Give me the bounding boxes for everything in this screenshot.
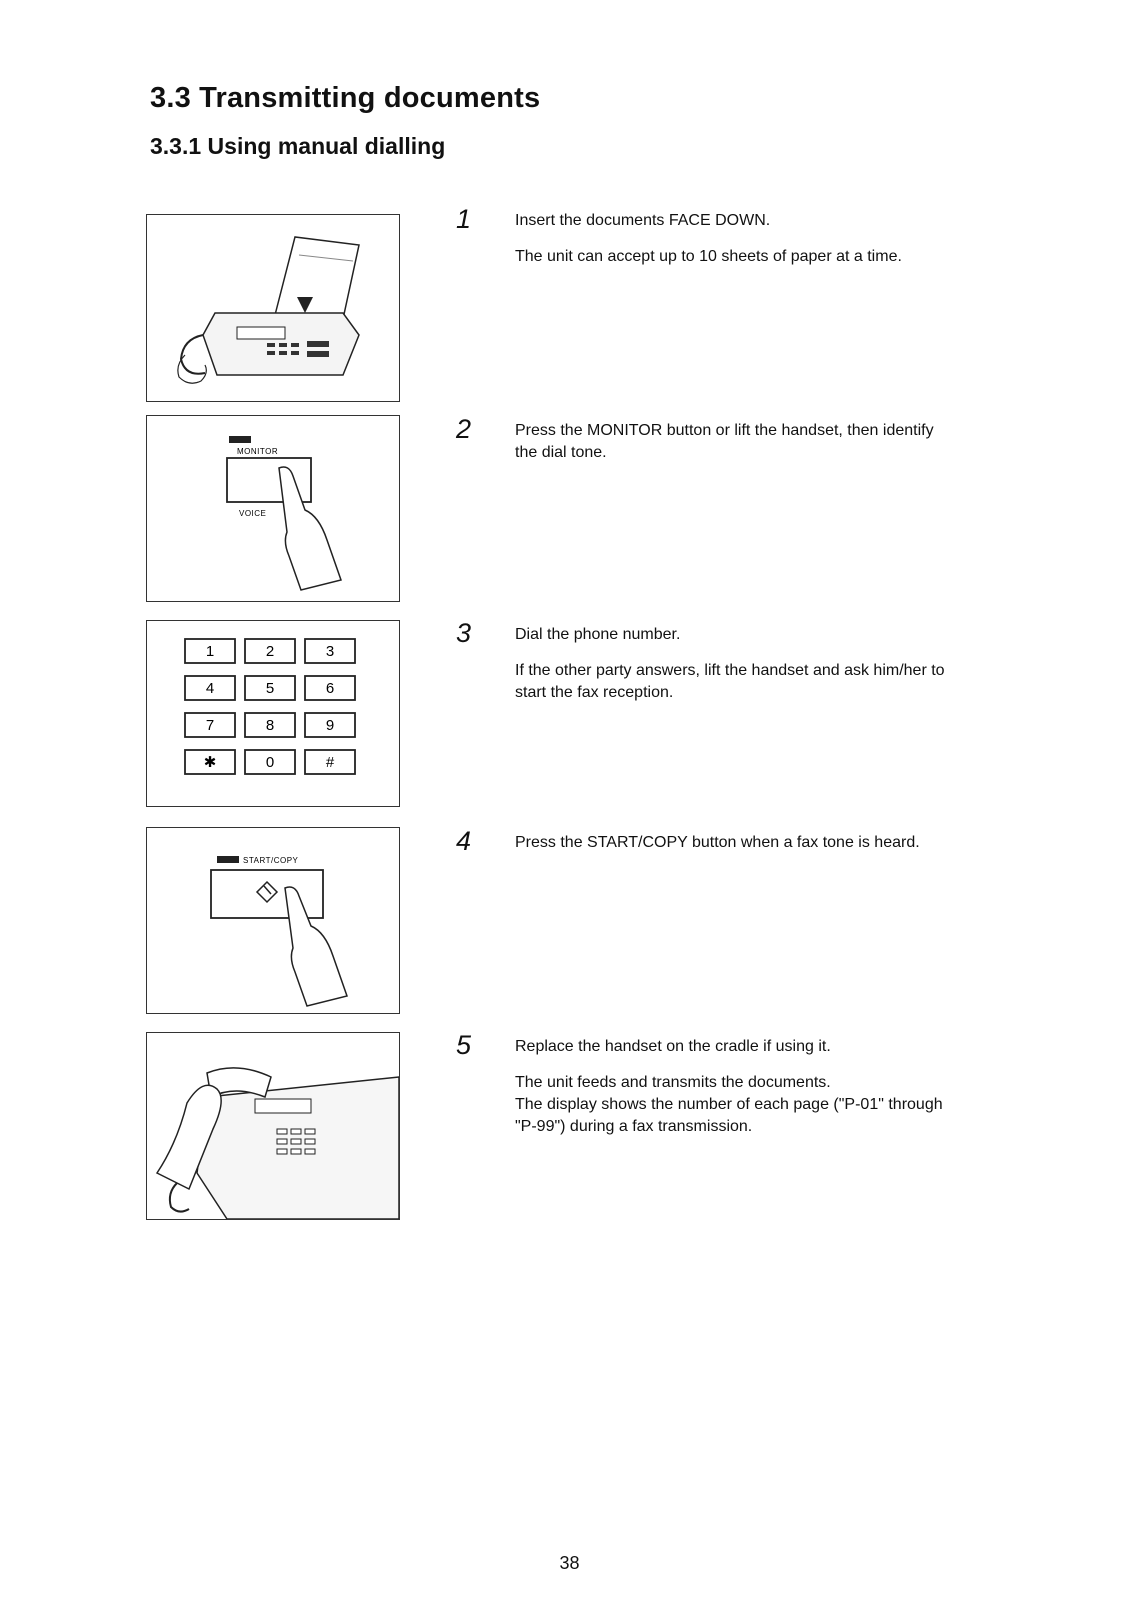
fax-machine-illustration [147, 215, 399, 401]
step-line: If the other party answers, lift the handset and ask him/her to start the fax reception. [515, 662, 945, 701]
monitor-label: MONITOR [237, 447, 279, 456]
keypad-key [185, 639, 235, 663]
start-copy-label: START/COPY [243, 856, 299, 865]
step-number: 5 [456, 1030, 472, 1060]
step-number: 2 [456, 414, 472, 444]
step-line: Dial the phone number. [515, 626, 681, 643]
keypad-key-label: 2 [265, 643, 275, 660]
keypad-key [245, 676, 295, 700]
step-number: 1 [456, 204, 472, 234]
step-line: The unit can accept up to 10 sheets of paper at a time. [515, 248, 902, 265]
keypad-key-label: 4 [205, 680, 215, 697]
section-title: 3.3 Transmitting documents [150, 82, 541, 114]
keypad-illustration [147, 621, 399, 806]
keypad-key [305, 750, 355, 774]
step-line: Press the MONITOR button or lift the handset, then identify the dial tone. [515, 422, 934, 461]
subsection-title: 3.3.1 Using manual dialling [150, 133, 446, 159]
monitor-button-illustration [147, 416, 399, 601]
step-number: 3 [456, 618, 472, 648]
figure-insert-documents [146, 214, 400, 402]
keypad-key [185, 750, 235, 774]
keypad-key-label: 9 [325, 717, 335, 734]
keypad-key [245, 750, 295, 774]
step-line: Insert the documents FACE DOWN. [515, 212, 771, 229]
step-text [515, 624, 955, 718]
keypad-key-label: 3 [325, 643, 335, 660]
step-line: Replace the handset on the cradle if using it. [515, 1038, 831, 1055]
handset-cradle-illustration [147, 1033, 399, 1219]
keypad-key [245, 713, 295, 737]
step-text [515, 210, 1005, 282]
keypad-key-label: 6 [325, 680, 335, 697]
step-line: Press the START/COPY button when a fax tone is heard. [515, 834, 920, 851]
step-line: The unit feeds and transmits the documents. The display shows the number of each page ("P-01" through "P-99") during a fax transmission. [515, 1074, 943, 1135]
step-text [515, 420, 955, 478]
page-number: 38 [559, 1553, 580, 1573]
keypad-key [185, 676, 235, 700]
figure-monitor-button [146, 415, 400, 602]
keypad-key-label: 0 [265, 754, 275, 771]
keypad-key-label: ✱ [203, 754, 217, 771]
keypad-key-label: 1 [205, 643, 215, 660]
keypad-key [305, 676, 355, 700]
keypad-key [305, 713, 355, 737]
keypad-key-label: # [325, 754, 335, 771]
step-number: 4 [456, 826, 472, 856]
voice-label: VOICE [239, 509, 267, 518]
figure-start-button [146, 827, 400, 1014]
keypad-key [305, 639, 355, 663]
keypad-key [185, 713, 235, 737]
keypad-key-label: 5 [265, 680, 275, 697]
keypad-key [245, 639, 295, 663]
figure-replace-handset [146, 1032, 400, 1220]
keypad-key-label: 8 [265, 717, 275, 734]
step-text [515, 832, 1005, 868]
start-button-illustration [147, 828, 399, 1013]
figure-keypad [146, 620, 400, 807]
keypad-key-label: 7 [205, 717, 215, 734]
step-text [515, 1036, 965, 1152]
